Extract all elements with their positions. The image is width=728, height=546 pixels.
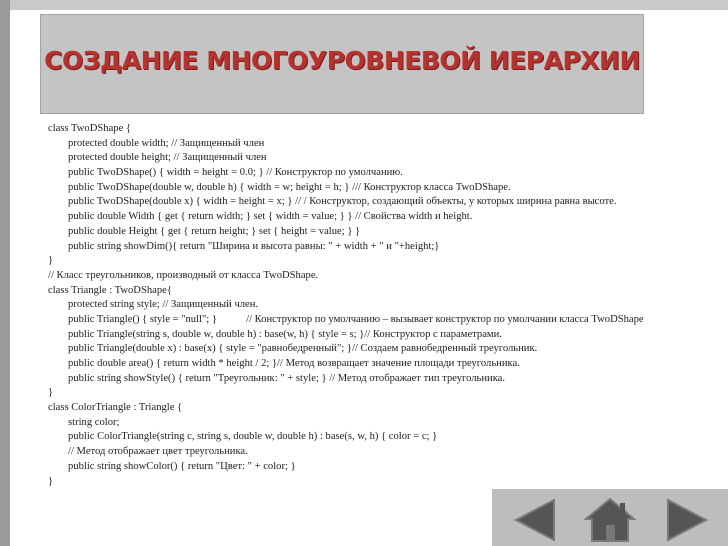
code-line: public TwoDShape(double x) { width = height = x; } // / Конструктор, создающий объекты, у которых ширина равна высоте. xyxy=(68,196,617,208)
code-line: protected double width; // Защищенный член xyxy=(68,137,265,149)
code-line: public string showStyle() { return "Треугольник: " + style; } // Метод отображает тип треугольника. xyxy=(68,372,506,384)
house-icon xyxy=(582,497,638,543)
left-decor-strip xyxy=(0,0,10,546)
code-line: public string showDim(){ return "Ширина и высота равны: " + width + " и "+height;} xyxy=(68,240,440,252)
home-button[interactable] xyxy=(580,497,640,543)
code-line: string color; xyxy=(68,416,120,428)
code-block xyxy=(48,122,728,489)
code-line: protected string style; // Защищенный член. xyxy=(68,299,259,311)
code-line: public double Width { get { return width; } set { width = value; } } // Свойства width и height. xyxy=(68,211,473,223)
code-line: public double area() { return width * height / 2; }// Метод возвращает значение площади треугольника. xyxy=(68,358,520,369)
slide-header-panel xyxy=(40,14,644,114)
slide-navigation-bar xyxy=(492,489,728,546)
slide-title: СОЗДАНИЕ МНОГОУРОВНЕВОЙ ИЕРАРХИИ xyxy=(44,46,640,75)
code-line: public Triangle(double x) : base(x) { style = "равнобедренный"; }// Создаем равнобедренный треугольник. xyxy=(68,343,538,355)
triangle-left-icon xyxy=(510,498,562,542)
top-decor-strip xyxy=(0,0,728,10)
triangle-right-icon xyxy=(660,498,712,542)
code-line: class TwoDShape { xyxy=(48,123,132,134)
code-line: public string showColor() { return "Цвет: " + color; } xyxy=(68,460,296,472)
next-slide-button[interactable] xyxy=(656,497,716,543)
code-line: // Метод отображает цвет треугольника. xyxy=(68,446,248,458)
code-line: } xyxy=(48,387,54,399)
code-line: // Класс треугольников, производный от класса TwoDShape. xyxy=(48,269,319,281)
code-line: public TwoDShape() { width = height = 0.0; } // Конструктор по умолчанию. xyxy=(68,167,403,179)
code-line: public TwoDShape(double w, double h) { width = w; height = h; } /// Конструктор класса TwoDShape. xyxy=(68,181,511,193)
code-line: protected double height; // Защищенный член xyxy=(68,152,267,164)
code-line: public ColorTriangle(string c, string s, double w, double h) : base(s, w, h) { color = c; } xyxy=(68,431,438,443)
previous-slide-button[interactable] xyxy=(506,497,566,543)
code-line: } xyxy=(48,475,54,487)
code-line: public Triangle(string s, double w, double h) : base(w, h) { style = s; }// Конструктор с параметрами. xyxy=(68,328,502,340)
code-line: public double Height { get { return height; } set { height = value; } } xyxy=(68,225,361,237)
code-line: class Triangle : TwoDShape{ xyxy=(48,284,172,296)
code-line: class ColorTriangle : Triangle { xyxy=(48,402,183,414)
code-line: public Triangle() { style = "null"; } // Конструктор по умолчанию – вызывает конструктор по умолчании класса TwoDShape xyxy=(68,313,644,325)
code-line: } xyxy=(48,255,54,267)
